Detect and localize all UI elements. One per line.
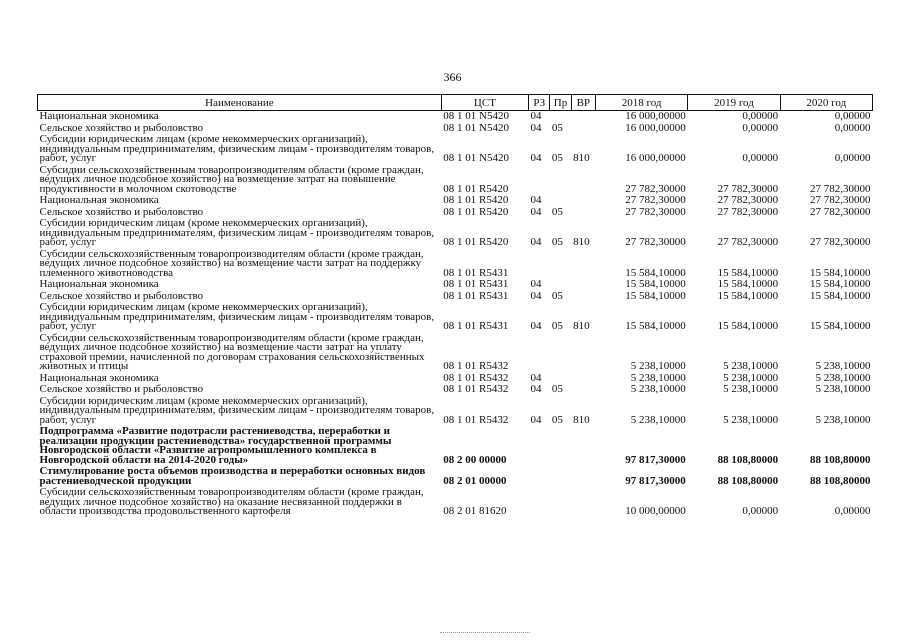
- row-vr-cell: [571, 487, 595, 518]
- row-name-cell: Национальная экономика: [39, 194, 159, 206]
- row-name-cell: Подпрограмма «Развитие подотрасли растениеводства, переработки и реализации продукции растениеводства» государственной программы Новгородской области «Развитие агропромышленного комплекса в Новгородской области на 2014-2020 годы»: [39, 425, 392, 466]
- row-name-cell: Субсидии сельскохозяйственным товаропроизводителям области (кроме граждан, ведущих личное подсобное хозяйство) на возмещение затрат на повышение продуктивности в молочном скотоводстве: [39, 163, 424, 195]
- row-cst-cell: 08 1 01 R5420: [443, 236, 509, 248]
- row-cst-cell: 08 1 01 N5420: [443, 110, 509, 122]
- row-vr-cell: [571, 384, 595, 396]
- row-vr-cell: [571, 291, 595, 303]
- budget-table: [37, 94, 873, 518]
- row-cst-cell: 08 2 00 00000: [443, 453, 507, 466]
- table-row: [38, 302, 873, 333]
- row-2020-cell: 5 238,10000: [815, 371, 871, 384]
- row-pr-cell: [550, 195, 571, 207]
- header-2020: 2020 год: [780, 95, 872, 111]
- row-2019-cell: 5 238,10000: [723, 360, 779, 372]
- table-body: [38, 111, 873, 518]
- row-2018-cell: 97 817,30000: [625, 453, 686, 466]
- row-2019-cell: 15 584,10000: [717, 289, 779, 302]
- header-pr: Пр: [550, 95, 571, 111]
- row-rz-cell: 04: [530, 194, 542, 206]
- table-row: [38, 165, 873, 196]
- row-pr-cell: 05: [551, 413, 563, 426]
- row-rz-cell: 04: [530, 320, 542, 332]
- row-name-cell: Субсидии юридическим лицам (кроме некоммерческих организаций), индивидуальным предпринимателям, физическим лицам - производителям товаров, работ, услуг: [39, 217, 435, 248]
- table-row: [38, 279, 873, 291]
- table-row: [38, 426, 873, 466]
- row-pr-cell: [550, 466, 571, 487]
- row-name-cell: Субсидии сельскохозяйственным товаропроизводителям области (кроме граждан, ведущих личное подсобное хозяйство) на оказание несвязанной поддержки в области производства продовольственного картофеля: [39, 486, 424, 517]
- row-pr-cell: [550, 279, 571, 291]
- row-name-cell: Субсидии юридическим лицам (кроме некоммерческих организаций), индивидуальным предпринимателям, физическим лицам - производителям товаров, работ, услуг: [39, 394, 435, 426]
- row-2020-cell: 0,00000: [834, 505, 871, 517]
- row-2019-cell: 5 238,10000: [723, 371, 779, 384]
- row-pr-cell: 05: [551, 152, 563, 164]
- row-2019-cell: 0,00000: [742, 152, 779, 164]
- row-2018-cell: 5 238,10000: [630, 360, 686, 372]
- table-row: [38, 333, 873, 373]
- row-2019-cell: 27 782,30000: [717, 194, 779, 206]
- row-name-cell: Сельское хозяйство и рыболовство: [39, 289, 204, 302]
- table-row: [38, 134, 873, 165]
- row-2018-cell: 27 782,30000: [625, 205, 686, 218]
- row-2019-cell: 88 108,80000: [717, 474, 779, 487]
- row-2019-cell: 15 584,10000: [717, 278, 779, 290]
- row-2018-cell: 15 584,10000: [625, 266, 686, 279]
- row-2018-cell: 5 238,10000: [630, 383, 686, 395]
- row-2018-cell: 97 817,30000: [625, 474, 686, 487]
- row-2018-cell: 15 584,10000: [625, 278, 686, 290]
- row-name-cell: Субсидии сельскохозяйственным товаропроизводителям области (кроме граждан, ведущих личное подсобное хозяйство) на возмещение части затрат на уплату страховой премии, начисленной по договорам страхования сельскохозяйственных животных и птицы: [39, 331, 425, 372]
- row-2020-cell: 0,00000: [834, 110, 871, 122]
- row-vr-cell: [571, 111, 595, 123]
- row-cst-cell: 08 1 01 R5431: [443, 320, 509, 332]
- row-cst-cell: 08 1 01 R5420: [443, 182, 509, 195]
- row-2019-cell: 88 108,80000: [717, 453, 779, 466]
- row-2018-cell: 15 584,10000: [625, 320, 686, 332]
- row-rz-cell: 04: [530, 236, 542, 248]
- row-rz-cell: [529, 426, 550, 466]
- row-2020-cell: 0,00000: [834, 152, 871, 164]
- row-cst-cell: 08 1 01 R5431: [443, 278, 509, 290]
- row-rz-cell: 04: [530, 371, 542, 384]
- row-2019-cell: 27 782,30000: [717, 236, 779, 248]
- row-2018-cell: 27 782,30000: [625, 182, 686, 195]
- row-pr-cell: 05: [551, 236, 563, 248]
- row-2018-cell: 5 238,10000: [630, 413, 686, 426]
- row-rz-cell: 04: [530, 278, 542, 290]
- row-pr-cell: [550, 426, 571, 466]
- row-cst-cell: 08 1 01 R5431: [443, 289, 509, 302]
- row-2020-cell: 15 584,10000: [810, 289, 871, 302]
- row-2019-cell: 0,00000: [742, 505, 779, 517]
- row-vr-cell: [571, 466, 595, 487]
- row-name-cell: Стимулирование роста объемов производства и переработки основных видов растениеводческой продукции: [39, 465, 426, 487]
- row-2020-cell: 0,00000: [834, 121, 871, 134]
- row-2018-cell: 10 000,00000: [625, 505, 686, 517]
- row-cst-cell: 08 1 01 R5420: [443, 205, 509, 218]
- row-rz-cell: 04: [530, 205, 542, 218]
- row-2018-cell: 15 584,10000: [625, 289, 686, 302]
- row-2020-cell: 15 584,10000: [810, 320, 871, 332]
- row-vr-cell: [571, 373, 595, 385]
- row-2020-cell: 27 782,30000: [810, 236, 871, 248]
- row-2020-cell: 15 584,10000: [810, 266, 871, 279]
- table-row: [38, 111, 873, 123]
- row-vr-cell: [571, 249, 595, 280]
- header-2018: 2018 год: [595, 95, 687, 111]
- table-row: [38, 384, 873, 396]
- row-2019-cell: 0,00000: [742, 121, 779, 134]
- row-cst-cell: 08 1 01 N5420: [443, 121, 509, 134]
- row-cst-cell: 08 1 01 R5432: [443, 383, 509, 395]
- row-rz-cell: 04: [530, 121, 542, 134]
- row-cst-cell: 08 1 01 R5431: [443, 266, 509, 279]
- row-rz-cell: [529, 249, 550, 280]
- header-rz: РЗ: [529, 95, 550, 111]
- row-pr-cell: 05: [551, 289, 563, 302]
- row-name-cell: Субсидии юридическим лицам (кроме некоммерческих организаций), индивидуальным предпринимателям, физическим лицам - производителям товаров, работ, услуг: [39, 301, 435, 332]
- row-2019-cell: 5 238,10000: [723, 383, 779, 395]
- row-vr-cell: [571, 426, 595, 466]
- row-rz-cell: [529, 466, 550, 487]
- row-2018-cell: 27 782,30000: [625, 236, 686, 248]
- table-row: [38, 249, 873, 280]
- row-pr-cell: 05: [551, 205, 563, 218]
- header-cst: ЦСТ: [441, 95, 528, 111]
- row-name-cell: Субсидии юридическим лицам (кроме некоммерческих организаций), индивидуальным предпринимателям, физическим лицам - производителям товаров, работ, услуг: [39, 133, 435, 164]
- row-rz-cell: 04: [530, 110, 542, 122]
- row-2020-cell: 5 238,10000: [815, 413, 871, 426]
- table-row: [38, 195, 873, 207]
- row-2018-cell: 27 782,30000: [625, 194, 686, 206]
- row-cst-cell: 08 1 01 N5420: [443, 152, 509, 164]
- row-cst-cell: 08 1 01 R5432: [443, 371, 509, 384]
- row-rz-cell: [529, 333, 550, 373]
- row-rz-cell: [529, 487, 550, 518]
- row-name-cell: Сельское хозяйство и рыболовство: [39, 383, 204, 395]
- row-2018-cell: 16 000,00000: [625, 152, 686, 164]
- header-name: Наименование: [38, 95, 442, 111]
- row-pr-cell: [550, 111, 571, 123]
- row-vr-cell: [571, 207, 595, 219]
- row-name-cell: Национальная экономика: [39, 371, 159, 384]
- table-row: [38, 218, 873, 249]
- row-2020-cell: 88 108,80000: [810, 453, 871, 466]
- row-2020-cell: 27 782,30000: [810, 182, 871, 195]
- row-pr-cell: [550, 487, 571, 518]
- row-2018-cell: 16 000,00000: [625, 121, 686, 134]
- row-vr-cell: [571, 195, 595, 207]
- row-pr-cell: 05: [551, 121, 563, 134]
- row-2020-cell: 88 108,80000: [810, 474, 871, 487]
- row-2018-cell: 5 238,10000: [630, 371, 686, 384]
- table-row: [38, 396, 873, 427]
- row-cst-cell: 08 2 01 00000: [443, 474, 507, 487]
- row-name-cell: Сельское хозяйство и рыболовство: [39, 205, 204, 218]
- row-2020-cell: 27 782,30000: [810, 205, 871, 218]
- row-name-cell: Субсидии сельскохозяйственным товаропроизводителям области (кроме граждан, ведущих личное подсобное хозяйство) на возмещение части затрат на поддержку племенного животноводства: [39, 247, 424, 279]
- row-rz-cell: 04: [530, 413, 542, 426]
- row-vr-cell: 810: [573, 152, 590, 164]
- row-vr-cell: [571, 279, 595, 291]
- row-pr-cell: 05: [551, 320, 563, 332]
- table-row: [38, 487, 873, 518]
- row-2018-cell: 16 000,00000: [625, 110, 686, 122]
- row-2019-cell: 15 584,10000: [717, 266, 779, 279]
- page-number: 366: [443, 70, 462, 84]
- row-rz-cell: 04: [530, 383, 542, 395]
- row-cst-cell: 08 1 01 R5432: [443, 360, 509, 372]
- row-2019-cell: 5 238,10000: [723, 413, 779, 426]
- header-vr: ВР: [571, 95, 595, 111]
- row-vr-cell: [571, 333, 595, 373]
- row-cst-cell: 08 1 01 R5420: [443, 194, 509, 206]
- table-header-row: [38, 95, 873, 111]
- row-2020-cell: 15 584,10000: [810, 278, 871, 290]
- row-rz-cell: 04: [530, 152, 542, 164]
- table-row: [38, 466, 873, 487]
- row-2019-cell: 15 584,10000: [717, 320, 779, 332]
- row-vr-cell: 810: [573, 236, 590, 248]
- row-cst-cell: 08 2 01 81620: [443, 505, 507, 517]
- row-name-cell: Национальная экономика: [39, 110, 159, 122]
- row-2019-cell: 27 782,30000: [717, 182, 779, 195]
- row-name-cell: Сельское хозяйство и рыболовство: [39, 121, 204, 134]
- row-2019-cell: 0,00000: [742, 110, 779, 122]
- header-2019: 2019 год: [688, 95, 780, 111]
- row-name-cell: Национальная экономика: [39, 278, 159, 290]
- row-pr-cell: [550, 333, 571, 373]
- row-2020-cell: 27 782,30000: [810, 194, 871, 206]
- row-cst-cell: 08 1 01 R5432: [443, 413, 509, 426]
- row-vr-cell: 810: [573, 413, 590, 426]
- row-rz-cell: [529, 165, 550, 196]
- row-vr-cell: [571, 123, 595, 135]
- row-2020-cell: 5 238,10000: [815, 360, 871, 372]
- page-edge-mark: [440, 632, 530, 636]
- row-vr-cell: 810: [573, 320, 590, 332]
- row-pr-cell: 05: [551, 383, 563, 395]
- row-rz-cell: 04: [530, 289, 542, 302]
- row-2019-cell: 27 782,30000: [717, 205, 779, 218]
- row-2020-cell: 5 238,10000: [815, 383, 871, 395]
- row-pr-cell: [550, 165, 571, 196]
- row-vr-cell: [571, 165, 595, 196]
- row-pr-cell: [550, 249, 571, 280]
